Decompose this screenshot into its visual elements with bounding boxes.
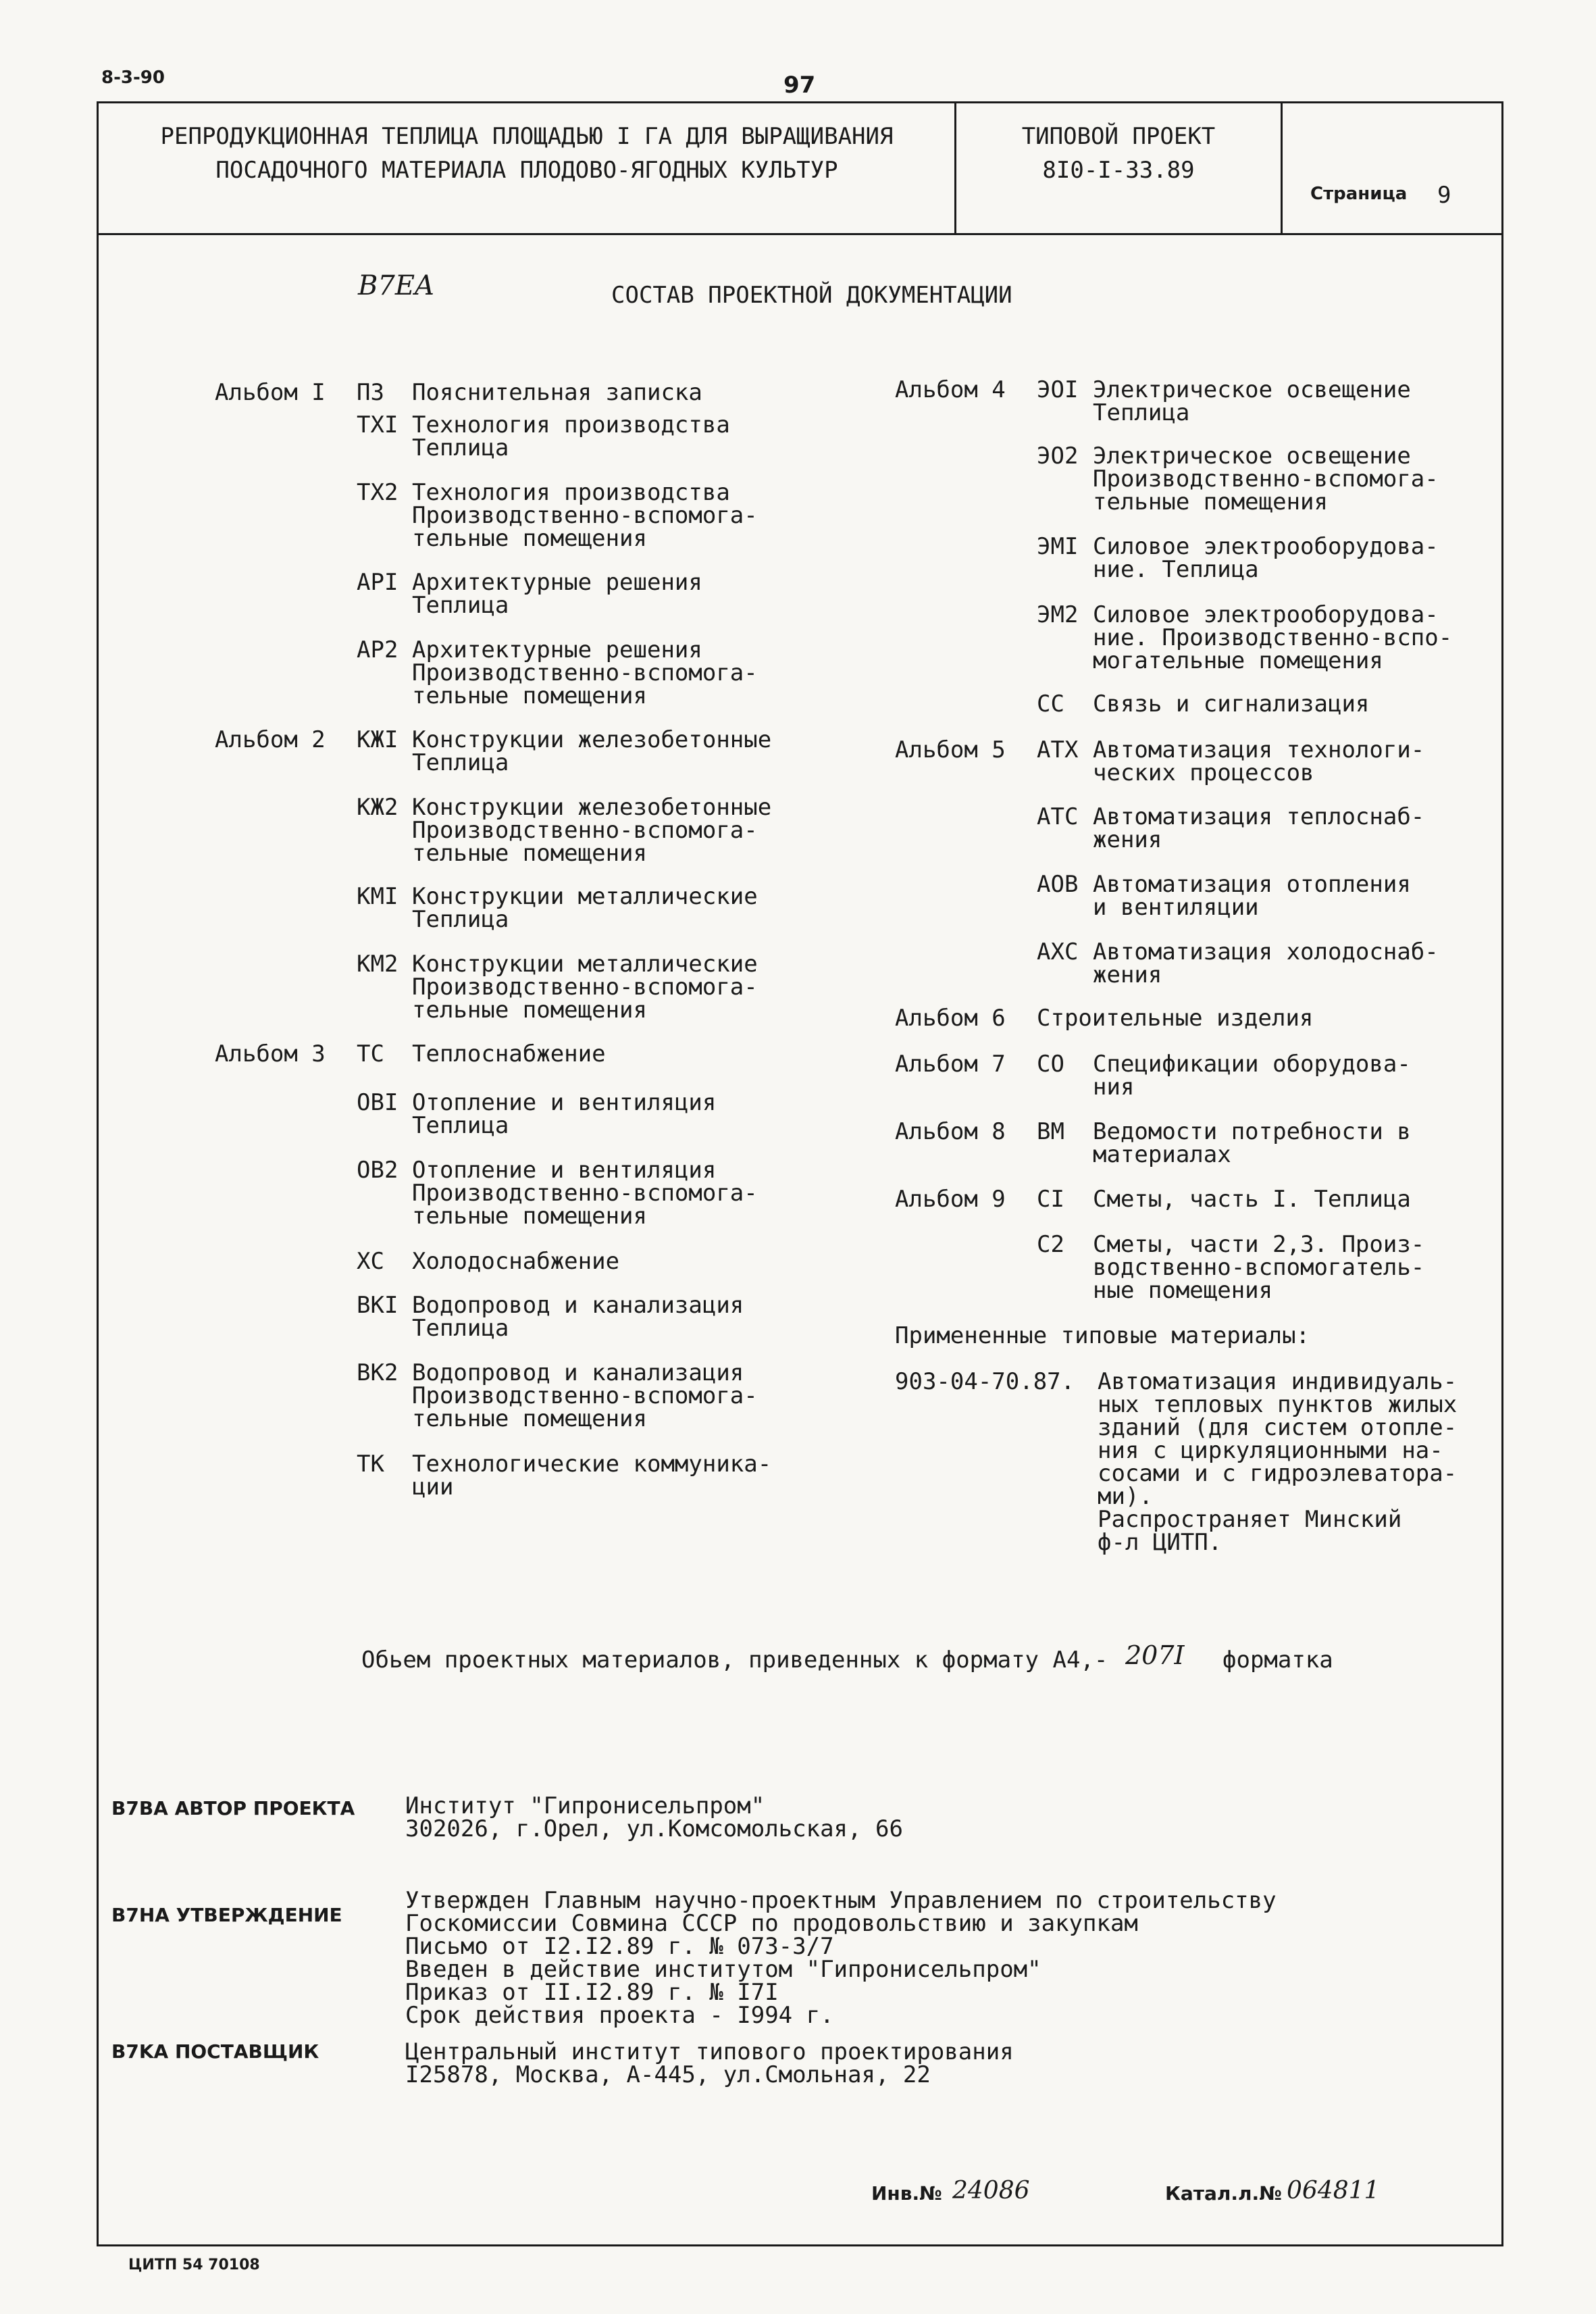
left-entry-description [412,481,758,550]
right-entry-description [1093,378,1411,424]
left-entry-description [412,796,771,865]
frame-left-border [97,101,99,2246]
header-project [958,125,1279,182]
left-entry-line: Архитектурные решения [412,569,702,596]
applied-line: ф-л ЦИТП. [1098,1529,1222,1556]
right-entry-line: Теплица [1093,399,1190,426]
right-entry-line: ные помещения [1093,1277,1273,1304]
left-entry-code: BK2 [357,1359,398,1386]
right-entry-line: Производственно-вспомога- [1093,466,1439,493]
left-entry-line: Водопровод и канализация [412,1292,744,1319]
left-entry-code: AP2 [357,636,398,663]
left-entry-code: ТК [357,1451,384,1478]
approval-line: Введен в действие институтом "Гипронисельпром" [405,1956,1041,1983]
right-entry-line: ческих процессов [1093,759,1314,786]
left-entry-code: КМ2 [357,951,398,978]
supplier-line: I25878, Москва, А-445, ул.Смольная, 22 [405,2061,931,2088]
left-entry-code: КМI [357,883,398,910]
applied-code: 903-04-70.87. [895,1368,1075,1395]
left-entry-description [412,381,702,404]
left-entry-code: ХС [357,1248,384,1275]
approval-line: Приказ от II.I2.89 г. № I7I [405,1979,779,2006]
approval-line: Госкомиссии Совмина СССР по продовольствию и закупкам [405,1910,1138,1937]
left-entry-line: Холодоснабжение [412,1248,620,1275]
header-divider-2 [1281,101,1283,235]
left-album-label: Альбом I [215,379,326,406]
frame-bottom-border [97,2244,1503,2246]
applied-line: сосами и с гидроэлеватора- [1098,1460,1458,1487]
right-entry-line: Сметы, части 2,3. Произ- [1093,1231,1425,1258]
left-entry-code: BKI [357,1292,398,1319]
left-entry-line: Архитектурные решения [412,636,702,663]
right-entry-line: жения [1093,826,1162,853]
left-entry-line: тельные помещения [412,525,647,552]
right-entry-line: Силовое электрооборудова- [1093,601,1439,628]
left-entry-line: Теплица [412,906,509,933]
left-entry-line: Производственно-вспомога- [412,1382,758,1409]
inv-value: 24086 [952,2177,1030,2205]
header-title-line1: РЕПРОДУКЦИОННАЯ ТЕПЛИЦА ПЛОЩАДЬЮ I ГА ДЛЯ ВЫРАЩИВАНИЯ [160,123,894,150]
left-album-label: Альбом 2 [215,726,326,753]
right-entry-line: Связь и сигнализация [1093,690,1370,718]
left-entry-line: Теплица [412,434,509,461]
right-entry-code: АОВ [1037,871,1079,898]
author-lines [405,1794,903,1840]
right-entry-line: Автоматизация холодоснаб- [1093,938,1439,965]
left-entry-line: тельные помещения [412,840,647,867]
page-value: 9 [1437,182,1451,209]
left-entry-description [412,728,771,774]
right-entry-line: жения [1093,961,1162,988]
right-entry-line: Автоматизация теплоснаб- [1093,803,1425,830]
supplier-line: Центральный институт типового проектирования [405,2038,1014,2065]
left-entry-line: Технологические коммуника- [412,1451,772,1478]
right-entry-code: ЭМI [1037,533,1079,560]
left-entry-line: Теплица [412,1315,509,1342]
applied-title: Примененные типовые материалы: [895,1322,1310,1349]
applied-line: Автоматизация индивидуаль- [1098,1368,1458,1395]
left-entry-line: Производственно-вспомога- [412,659,758,686]
right-entry-description [1093,873,1411,919]
right-entry-description [1093,603,1452,672]
supplier-lines [405,2040,1014,2086]
left-entry-line: Технология производства [412,479,730,506]
applied-line: Распространяет Минский [1098,1506,1402,1533]
right-album-label: Альбом 9 [895,1186,1006,1213]
left-entry-line: Конструкции железобетонные [412,726,772,753]
right-entry-line: и вентиляции [1093,894,1259,921]
left-entry-description [412,1091,716,1137]
left-entry-description [412,953,758,1022]
right-album-label: Альбом 6 [895,1005,1006,1032]
approval-line: Письмо от I2.I2.89 г. № 073-3/7 [405,1933,834,1960]
left-entry-description [412,571,702,617]
right-entry-line: Электрическое освещение [1093,443,1411,470]
volume-unit: форматка [1222,1646,1333,1674]
right-entry-code: СС [1037,690,1064,718]
right-entry-line: ние. Теплица [1093,556,1259,583]
right-entry-code: АТС [1037,803,1079,830]
author-label: B7BA АВТОР ПРОЕКТА [111,1797,355,1819]
left-entry-line: Конструкции металлические [412,883,758,910]
left-entry-line: Теплица [412,1112,509,1139]
right-entry-line: Спецификации оборудова- [1093,1051,1411,1078]
header-bottom-border [97,233,1503,235]
right-entry-description [1037,1007,1313,1030]
left-entry-code: OBI [357,1089,398,1116]
right-entry-code: ЭО2 [1037,443,1079,470]
right-entry-description [1093,1233,1424,1302]
left-entry-code: КЖI [357,726,398,753]
right-entry-description [1093,1188,1411,1211]
left-entry-description [412,1042,606,1065]
left-entry-code: OB2 [357,1157,398,1184]
right-entry-line: Автоматизация отопления [1093,871,1411,898]
right-entry-line: материалах [1093,1141,1231,1168]
inv-label: Инв.№ [871,2182,942,2205]
right-entry-code: АХС [1037,938,1079,965]
right-entry-line: Силовое электрооборудова- [1093,533,1439,560]
left-entry-line: тельные помещения [412,682,647,709]
left-entry-code: ТС [357,1040,384,1067]
left-entry-line: ции [412,1474,454,1501]
left-entry-line: Водопровод и канализация [412,1359,744,1386]
left-entry-description [412,638,758,707]
right-entry-description [1093,738,1424,784]
left-entry-description [412,1453,771,1499]
page-label: Страница [1310,184,1408,204]
project-type-label: ТИПОВОЙ ПРОЕКТ [1021,123,1216,150]
right-entry-code: C2 [1037,1231,1064,1258]
right-entry-line: Электрическое освещение [1093,376,1411,403]
right-entry-description [1093,1120,1411,1166]
approval-label: B7HA УТВЕРЖДЕНИЕ [111,1904,342,1926]
section-title: СОСТАВ ПРОЕКТНОЙ ДОКУМЕНТАЦИИ [611,282,1012,309]
right-entry-description [1093,805,1424,851]
right-entry-line: водственно-вспомогатель- [1093,1254,1425,1281]
right-entry-line: Строительные изделия [1037,1005,1314,1032]
right-entry-description [1093,445,1439,513]
left-entry-description [412,413,730,459]
right-entry-line: ния [1093,1074,1135,1101]
right-entry-code: ЭОI [1037,376,1079,403]
right-entry-code: ЭМ2 [1037,601,1079,628]
volume-value: 207I [1125,1640,1185,1670]
left-entry-line: Технология производства [412,411,730,438]
left-entry-description [412,1294,744,1340]
applied-line: ния с циркуляционными на- [1098,1437,1443,1464]
volume-text: Обьем проектных материалов, приведенных к формату А4,- [361,1646,1108,1674]
right-entry-code: СО [1037,1051,1064,1078]
left-entry-description [412,1361,758,1430]
right-album-label: Альбом 8 [895,1118,1006,1145]
catalog-label: Катал.л.№ [1165,2182,1282,2205]
right-entry-code: ВМ [1037,1118,1064,1145]
author-line: Институт "Гипронисельпром" [405,1792,765,1819]
left-entry-description [412,1159,758,1228]
supplier-label: B7KA ПОСТАВЩИК [111,2040,319,2063]
right-entry-line: Ведомости потребности в [1093,1118,1411,1145]
right-entry-line: могательные помещения [1093,647,1383,674]
left-entry-description [412,885,758,931]
date-mark: 8-3-90 [101,68,165,88]
project-code: 8I0-I-33.89 [1042,157,1195,184]
left-entry-code: TX2 [357,479,398,506]
approval-lines [405,1889,1277,2027]
right-album-label: Альбом 5 [895,736,1006,763]
left-entry-line: Производственно-вспомога- [412,974,758,1001]
left-entry-line: Отопление и вентиляция [412,1089,717,1116]
right-entry-description [1093,1053,1411,1099]
left-entry-line: Отопление и вентиляция [412,1157,717,1184]
left-entry-line: Конструкции железобетонные [412,794,772,821]
applied-line: ных тепловых пунктов жилых [1098,1391,1458,1418]
right-entry-line: ние. Производственно-вспо- [1093,624,1453,651]
header-title-line2: ПОСАДОЧНОГО МАТЕРИАЛА ПЛОДОВО-ЯГОДНЫХ КУЛЬТУР [215,157,838,184]
header-divider-1 [954,101,956,235]
left-entry-line: Производственно-вспомога- [412,817,758,844]
left-entry-code: ПЗ [357,379,384,406]
left-entry-code: TXI [357,411,398,438]
right-entry-line: Сметы, часть I. Теплица [1093,1186,1411,1213]
left-entry-line: Теплица [412,592,509,619]
approval-line: Утвержден Главным научно-проектным Управлением по строительству [405,1887,1277,1914]
left-entry-line: Производственно-вспомога- [412,1180,758,1207]
left-entry-line: тельные помещения [412,997,647,1024]
right-entry-line: тельные помещения [1093,488,1328,515]
header-title [101,125,952,182]
right-album-label: Альбом 4 [895,376,1006,403]
applied-line: ми). [1098,1483,1153,1510]
left-entry-line: тельные помещения [412,1203,647,1230]
left-entry-line: тельные помещения [412,1405,647,1432]
right-entry-code: АТХ [1037,736,1079,763]
page-number: 97 [783,72,816,99]
left-entry-line: Теплица [412,749,509,776]
left-entry-code: КЖ2 [357,794,398,821]
right-entry-description [1093,940,1439,986]
right-entry-description [1093,535,1439,581]
right-album-label: Альбом 7 [895,1051,1006,1078]
left-entry-line: Производственно-вспомога- [412,502,758,529]
catalog-value: 064811 [1287,2177,1380,2205]
right-entry-code: CI [1037,1186,1064,1213]
author-line: 302026, г.Орел, ул.Комсомольская, 66 [405,1815,903,1842]
section-code: B7EA [358,270,434,301]
frame-top-border [97,101,1503,103]
applied-description [1098,1370,1457,1554]
left-entry-line: Пояснительная записка [412,379,702,406]
right-entry-description [1093,690,1370,718]
printer-mark: ЦИТП 54 70108 [128,2257,260,2273]
right-entry-line: Автоматизация технологи- [1093,736,1425,763]
left-album-label: Альбом 3 [215,1040,326,1067]
applied-line: зданий (для систем отопле- [1098,1414,1458,1441]
approval-line: Срок действия проекта - I994 г. [405,2002,834,2029]
left-entry-line: Теплоснабжение [412,1040,606,1067]
left-entry-description [412,1250,619,1273]
left-entry-code: API [357,569,398,596]
left-entry-line: Конструкции металлические [412,951,758,978]
frame-right-border [1501,101,1503,2246]
